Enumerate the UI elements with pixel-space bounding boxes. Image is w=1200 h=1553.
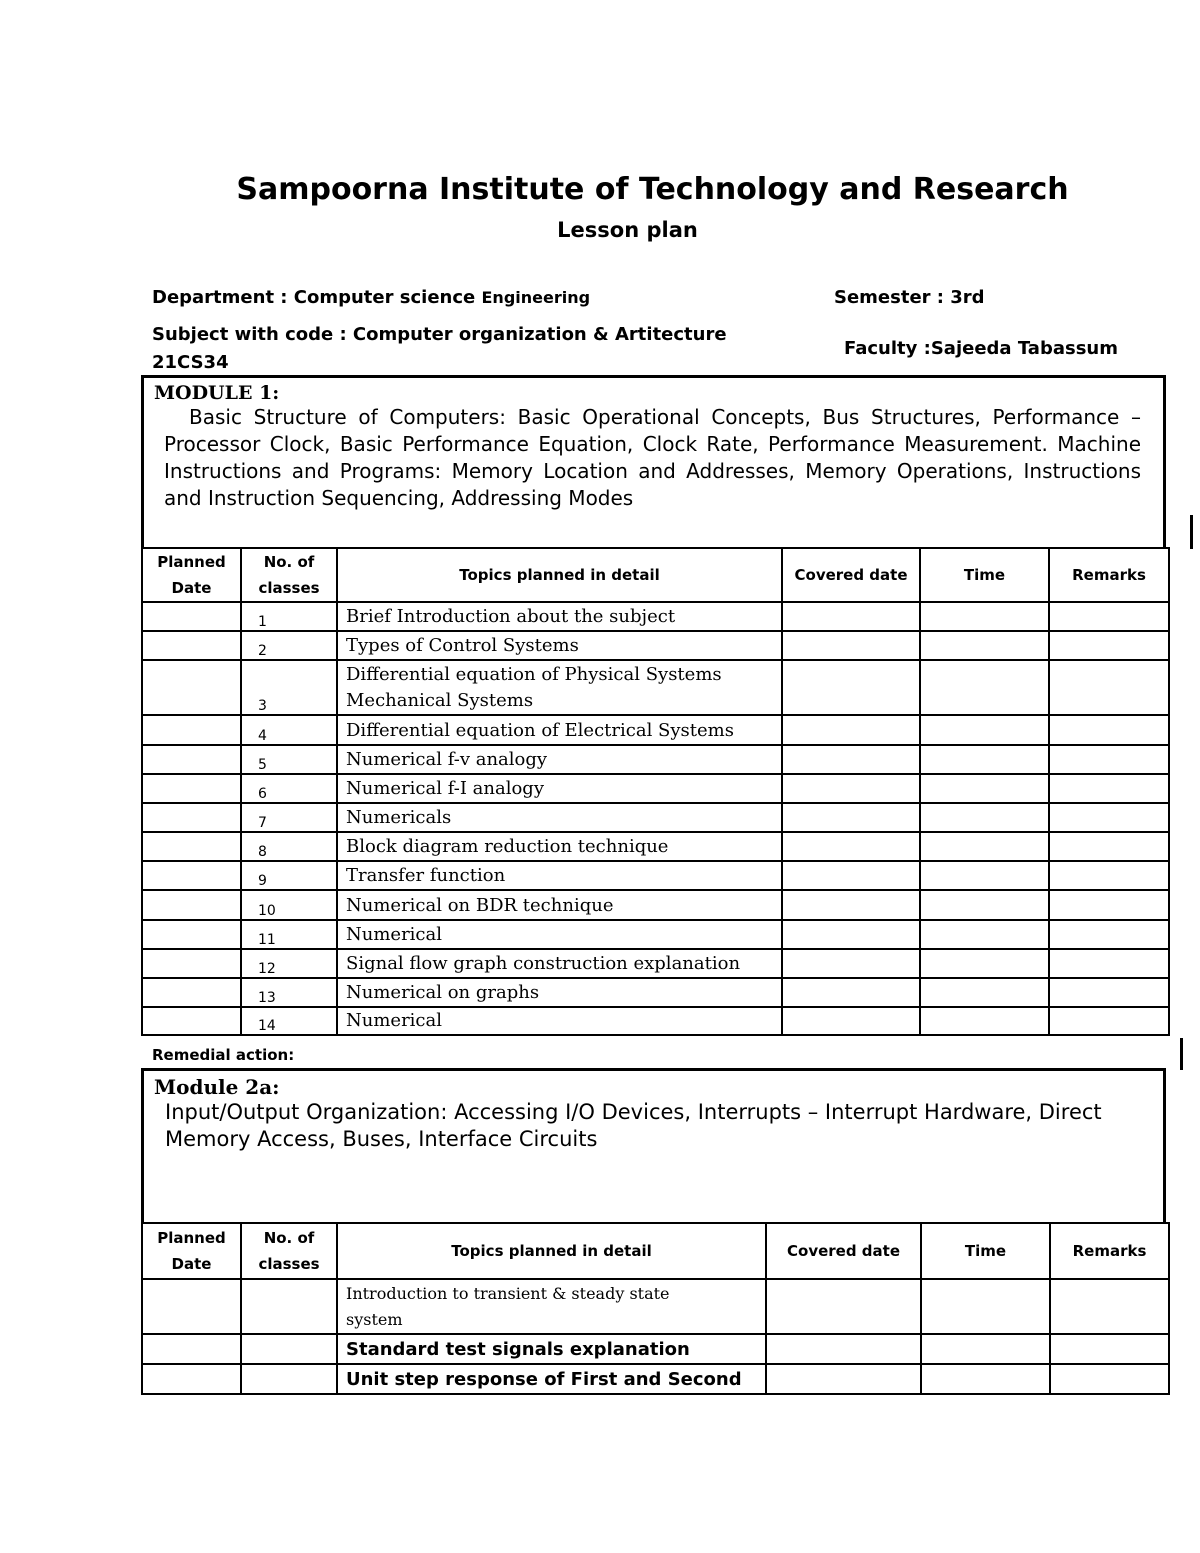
remarks-cell[interactable] xyxy=(1049,1007,1169,1035)
topic-cell: Standard test signals explanation xyxy=(337,1334,766,1364)
col-time: Time xyxy=(920,548,1049,602)
remarks-cell[interactable] xyxy=(1049,803,1169,832)
planned-date-cell[interactable] xyxy=(142,745,241,774)
topic-cell: Numerical on graphs xyxy=(337,978,782,1007)
covered-date-cell[interactable] xyxy=(782,832,920,861)
class-number: 4 xyxy=(241,715,337,745)
table-row xyxy=(142,602,1169,631)
class-number: 10 xyxy=(241,890,337,920)
time-cell[interactable] xyxy=(920,715,1049,745)
covered-date-cell[interactable] xyxy=(782,602,920,631)
covered-date-cell[interactable] xyxy=(766,1279,921,1334)
class-number: 6 xyxy=(241,774,337,803)
covered-date-cell[interactable] xyxy=(782,949,920,978)
remarks-cell[interactable] xyxy=(1049,861,1169,890)
topic-cell: Numerical on BDR technique xyxy=(337,890,782,920)
module1-box xyxy=(141,375,1166,548)
time-cell[interactable] xyxy=(920,832,1049,861)
semester: Semester : 3rd xyxy=(834,287,985,308)
col-covered-date: Covered date xyxy=(766,1223,921,1279)
planned-date-cell[interactable] xyxy=(142,660,241,715)
time-cell[interactable] xyxy=(921,1364,1050,1394)
topic-cell: Transfer function xyxy=(337,861,782,890)
table-row xyxy=(142,631,1169,660)
institute-title: Sampoorna Institute of Technology and Research xyxy=(236,172,1069,207)
table-row xyxy=(142,949,1169,978)
table-row xyxy=(142,832,1169,861)
class-number: 2 xyxy=(241,631,337,660)
covered-date-cell[interactable] xyxy=(782,803,920,832)
col-covered-date: Covered date xyxy=(782,548,920,602)
module2a-box xyxy=(141,1068,1166,1223)
topic-cell: Signal flow graph construction explanation xyxy=(337,949,782,978)
topic-cell: Numerical f-I analogy xyxy=(337,774,782,803)
topic-cell: Block diagram reduction technique xyxy=(337,832,782,861)
module2a-table xyxy=(141,1222,1170,1395)
remarks-cell[interactable] xyxy=(1050,1364,1169,1394)
covered-date-cell[interactable] xyxy=(782,890,920,920)
covered-date-cell[interactable] xyxy=(782,978,920,1007)
department-label: Department : Computer science xyxy=(152,287,476,308)
remarks-cell[interactable] xyxy=(1049,774,1169,803)
covered-date-cell[interactable] xyxy=(782,660,920,715)
planned-date-cell[interactable] xyxy=(142,774,241,803)
remarks-cell[interactable] xyxy=(1049,890,1169,920)
table-row xyxy=(142,1007,1169,1035)
planned-date-cell[interactable] xyxy=(142,949,241,978)
table-row xyxy=(142,920,1169,949)
topic-cell: Numericals xyxy=(337,803,782,832)
document-title: Lesson plan xyxy=(557,218,698,242)
table-row xyxy=(142,660,1169,715)
time-cell[interactable] xyxy=(920,745,1049,774)
planned-date-cell[interactable] xyxy=(142,861,241,890)
covered-date-cell[interactable] xyxy=(782,920,920,949)
class-number: 1 xyxy=(241,602,337,631)
topic-cell: Brief Introduction about the subject xyxy=(337,602,782,631)
covered-date-cell[interactable] xyxy=(782,745,920,774)
planned-date-cell[interactable] xyxy=(142,1364,241,1394)
planned-date-cell[interactable] xyxy=(142,1334,241,1364)
class-number: 11 xyxy=(241,920,337,949)
table-row xyxy=(142,715,1169,745)
covered-date-cell[interactable] xyxy=(782,861,920,890)
col-remarks: Remarks xyxy=(1050,1223,1169,1279)
remarks-cell[interactable] xyxy=(1049,920,1169,949)
time-cell[interactable] xyxy=(920,803,1049,832)
time-cell[interactable] xyxy=(920,861,1049,890)
topic-cell: Numerical xyxy=(337,1007,782,1035)
planned-date-cell[interactable] xyxy=(142,920,241,949)
planned-date-cell[interactable] xyxy=(142,1279,241,1334)
col-topics: Topics planned in detail xyxy=(337,548,782,602)
planned-date-cell[interactable] xyxy=(142,602,241,631)
topic-cell: Types of Control Systems xyxy=(337,631,782,660)
time-cell[interactable] xyxy=(920,920,1049,949)
class-number: 13 xyxy=(241,978,337,1007)
time-cell[interactable] xyxy=(920,660,1049,715)
class-number[interactable] xyxy=(241,1364,337,1394)
col-topics: Topics planned in detail xyxy=(337,1223,766,1279)
time-cell[interactable] xyxy=(920,774,1049,803)
planned-date-cell[interactable] xyxy=(142,631,241,660)
table-row xyxy=(142,774,1169,803)
time-cell[interactable] xyxy=(920,602,1049,631)
col-time: Time xyxy=(921,1223,1050,1279)
class-number: 7 xyxy=(241,803,337,832)
remarks-cell[interactable] xyxy=(1050,1279,1169,1334)
table-row xyxy=(142,1334,1169,1364)
planned-date-cell[interactable] xyxy=(142,715,241,745)
module1-description: Basic Structure of Computers: Basic Operational Concepts, Bus Structures, Performance – Processor Clock, Basic Performance Equation, Clock Rate, Performance Measurement. Machine Instructions and Programs: Memory Location and Addresses, Memory Operations, Instructions and Instruction Sequencing, Addressing Modes xyxy=(164,405,1141,510)
module1-heading: MODULE 1: xyxy=(154,382,280,404)
class-number: 9 xyxy=(241,861,337,890)
covered-date-cell[interactable] xyxy=(782,774,920,803)
time-cell[interactable] xyxy=(920,978,1049,1007)
col-remarks: Remarks xyxy=(1049,548,1169,602)
department xyxy=(152,287,590,308)
class-number: 12 xyxy=(241,949,337,978)
covered-date-cell[interactable] xyxy=(782,715,920,745)
remarks-cell[interactable] xyxy=(1049,631,1169,660)
remedial-action-label: Remedial action: xyxy=(152,1046,295,1064)
planned-date-cell[interactable] xyxy=(142,803,241,832)
remarks-cell[interactable] xyxy=(1049,660,1169,715)
planned-date-cell[interactable] xyxy=(142,890,241,920)
time-cell[interactable] xyxy=(920,890,1049,920)
covered-date-cell[interactable] xyxy=(766,1364,921,1394)
col-planned-date: Planned Date xyxy=(142,1223,241,1279)
covered-date-cell[interactable] xyxy=(782,631,920,660)
covered-date-cell[interactable] xyxy=(782,1007,920,1035)
topic-cell: Numerical f-v analogy xyxy=(337,745,782,774)
topic-cell: Differential equation of Electrical Systems xyxy=(337,715,782,745)
col-planned-date: Planned Date xyxy=(142,548,241,602)
class-number: 8 xyxy=(241,832,337,861)
remarks-cell[interactable] xyxy=(1049,832,1169,861)
class-number[interactable] xyxy=(241,1279,337,1334)
margin-mark xyxy=(1190,515,1193,549)
remarks-cell[interactable] xyxy=(1049,949,1169,978)
module2a-description: Input/Output Organization: Accessing I/O Devices, Interrupts – Interrupt Hardware, Direct Memory Access, Buses, Interface Circuits xyxy=(165,1100,1102,1151)
table-row xyxy=(142,1279,1169,1334)
class-number: 5 xyxy=(241,745,337,774)
covered-date-cell[interactable] xyxy=(766,1334,921,1364)
time-cell[interactable] xyxy=(920,1007,1049,1035)
remarks-cell[interactable] xyxy=(1050,1334,1169,1364)
topic-cell: Numerical xyxy=(337,920,782,949)
time-cell[interactable] xyxy=(921,1279,1050,1334)
module2a-header-row xyxy=(142,1223,1169,1279)
remarks-cell[interactable] xyxy=(1049,978,1169,1007)
margin-mark xyxy=(1180,1038,1183,1070)
planned-date-cell[interactable] xyxy=(142,978,241,1007)
topic-cell: Introduction to transient & steady state system xyxy=(337,1279,766,1334)
department-suffix: Engineering xyxy=(481,288,591,307)
subject: Subject with code : Computer organization & Artitecture xyxy=(152,324,727,345)
class-number: 3 xyxy=(241,660,337,715)
table-row xyxy=(142,978,1169,1007)
table-row xyxy=(142,861,1169,890)
table-row xyxy=(142,1364,1169,1394)
time-cell[interactable] xyxy=(920,631,1049,660)
topic-cell: Differential equation of Physical Systems Mechanical Systems xyxy=(337,660,782,715)
class-number: 14 xyxy=(241,1007,337,1035)
time-cell[interactable] xyxy=(920,949,1049,978)
remarks-cell[interactable] xyxy=(1049,715,1169,745)
remarks-cell[interactable] xyxy=(1049,602,1169,631)
class-number[interactable] xyxy=(241,1334,337,1364)
table-row xyxy=(142,890,1169,920)
remarks-cell[interactable] xyxy=(1049,745,1169,774)
planned-date-cell[interactable] xyxy=(142,832,241,861)
module1-table xyxy=(141,547,1170,1036)
time-cell[interactable] xyxy=(921,1334,1050,1364)
module1-header-row xyxy=(142,548,1169,602)
table-row xyxy=(142,745,1169,774)
planned-date-cell[interactable] xyxy=(142,1007,241,1035)
col-no-of-classes: No. of classes xyxy=(241,1223,337,1279)
topic-cell: Unit step response of First and Second xyxy=(337,1364,766,1394)
module2a-heading: Module 2a: xyxy=(154,1075,280,1099)
subject-code: 21CS34 xyxy=(152,352,229,373)
col-no-of-classes: No. of classes xyxy=(241,548,337,602)
faculty: Faculty :Sajeeda Tabassum xyxy=(844,338,1118,359)
table-row xyxy=(142,803,1169,832)
